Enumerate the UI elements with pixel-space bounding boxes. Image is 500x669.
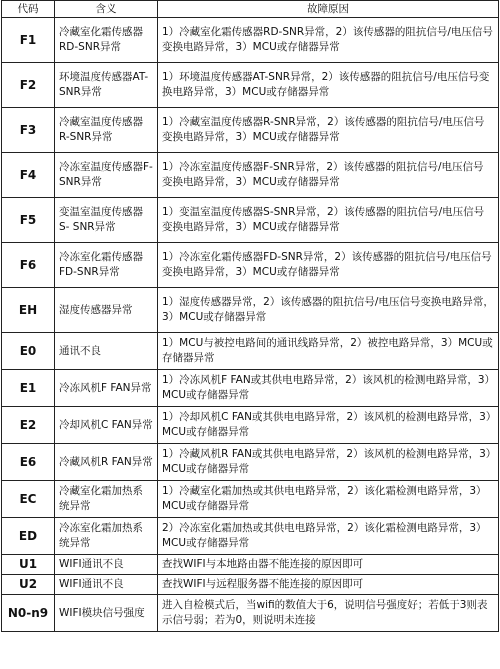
code-cell: F3 [2,108,55,153]
table-row [2,333,499,370]
reason-cell: 1）冷藏室温度传感器R-SNR异常，2）该传感器的阻抗信号/电压信号变换电路异常，3）MCU或存储器异常 [158,108,499,153]
code-cell: F4 [2,153,55,198]
meaning-cell: 冷却风机C FAN异常 [55,407,158,444]
meaning-cell: 冷冻室温度传感器F-SNR异常 [55,153,158,198]
table-row [2,198,499,243]
table-row [2,370,499,407]
meaning-cell: 冷藏风机R FAN异常 [55,444,158,481]
reason-cell: 1）冷冻风机F FAN或其供电电路异常，2）该风机的检测电路异常，3）MCU或存储器异常 [158,370,499,407]
reason-cell: 进入自检模式后，当wifi的数值大于6，说明信号强度好；若低于3则表示信号弱；若为0，则说明未连接 [158,595,499,632]
reason-cell: 1）冷冻室温度传感器F-SNR异常，2）该传感器的阻抗信号/电压信号变换电路异常，3）MCU或存储器异常 [158,153,499,198]
code-cell: E2 [2,407,55,444]
code-cell: E6 [2,444,55,481]
meaning-cell: WIFI模块信号强度 [55,595,158,632]
table-row [2,575,499,595]
table-row [2,288,499,333]
code-cell: F2 [2,63,55,108]
code-cell: F1 [2,18,55,63]
meaning-cell: 冷冻室化霜传感器FD-SNR异常 [55,243,158,288]
reason-cell: 1）冷藏风机R FAN或其供电电路异常，2）该风机的检测电路异常，3）MCU或存储器异常 [158,444,499,481]
table-row [2,518,499,555]
header-meaning: 含义 [55,1,158,18]
code-cell: F5 [2,198,55,243]
table-row [2,481,499,518]
table-row [2,555,499,575]
table-row [2,108,499,153]
code-cell: EC [2,481,55,518]
meaning-cell: WIFI通讯不良 [55,555,158,575]
code-cell: E1 [2,370,55,407]
code-cell: U1 [2,555,55,575]
meaning-cell: 湿度传感器异常 [55,288,158,333]
table-row [2,63,499,108]
reason-cell: 1）冷藏室化霜加热或其供电电路异常，2）该化霜检测电路异常，3）MCU或存储器异常 [158,481,499,518]
meaning-cell: 环境温度传感器AT-SNR异常 [55,63,158,108]
meaning-cell: 冷冻风机F FAN异常 [55,370,158,407]
meaning-cell: 通讯不良 [55,333,158,370]
table-row [2,407,499,444]
meaning-cell: 冷藏室温度传感器R-SNR异常 [55,108,158,153]
header-reason: 故障原因 [158,1,499,18]
reason-cell: 1）MCU与被控电路间的通讯线路异常，2）被控电路异常，3）MCU或存储器异常 [158,333,499,370]
reason-cell: 1）冷却风机C FAN或其供电电路异常，2）该风机的检测电路异常，3）MCU或存储器异常 [158,407,499,444]
meaning-cell: 变温室温度传感器S- SNR异常 [55,198,158,243]
table-row [2,243,499,288]
reason-cell: 1）湿度传感器异常，2）该传感器的阻抗信号/电压信号变换电路异常，3）MCU或存储器异常 [158,288,499,333]
reason-cell: 查找WIFI与远程服务器不能连接的原因即可 [158,575,499,595]
code-cell: E0 [2,333,55,370]
meaning-cell: WIFI通讯不良 [55,575,158,595]
table-row [2,595,499,632]
fault-code-table [1,0,499,632]
code-cell: EH [2,288,55,333]
table-row [2,444,499,481]
code-cell: ED [2,518,55,555]
reason-cell: 1）环境温度传感器AT-SNR异常，2）该传感器的阻抗信号/电压信号变换电路异常，3）MCU或存储器异常 [158,63,499,108]
reason-cell: 查找WIFI与本地路由器不能连接的原因即可 [158,555,499,575]
meaning-cell: 冷冻室化霜加热系统异常 [55,518,158,555]
table-row [2,153,499,198]
reason-cell: 2）冷冻室化霜加热或其供电电路异常，2）该化霜检测电路异常，3）MCU或存储器异常 [158,518,499,555]
reason-cell: 1）冷藏室化霜传感器RD-SNR异常，2）该传感器的阻抗信号/电压信号变换电路异常，3）MCU或存储器异常 [158,18,499,63]
code-cell: U2 [2,575,55,595]
reason-cell: 1）冷冻室化霜传感器FD-SNR异常，2）该传感器的阻抗信号/电压信号变换电路异常，3）MCU或存储器异常 [158,243,499,288]
table-header-row [2,1,499,18]
table-row [2,18,499,63]
code-cell: N0-n9 [2,595,55,632]
meaning-cell: 冷藏室化霜传感器RD-SNR异常 [55,18,158,63]
header-code: 代码 [2,1,55,18]
reason-cell: 1）变温室温度传感器S-SNR异常，2）该传感器的阻抗信号/电压信号变换电路异常，3）MCU或存储器异常 [158,198,499,243]
code-cell: F6 [2,243,55,288]
meaning-cell: 冷藏室化霜加热系统异常 [55,481,158,518]
